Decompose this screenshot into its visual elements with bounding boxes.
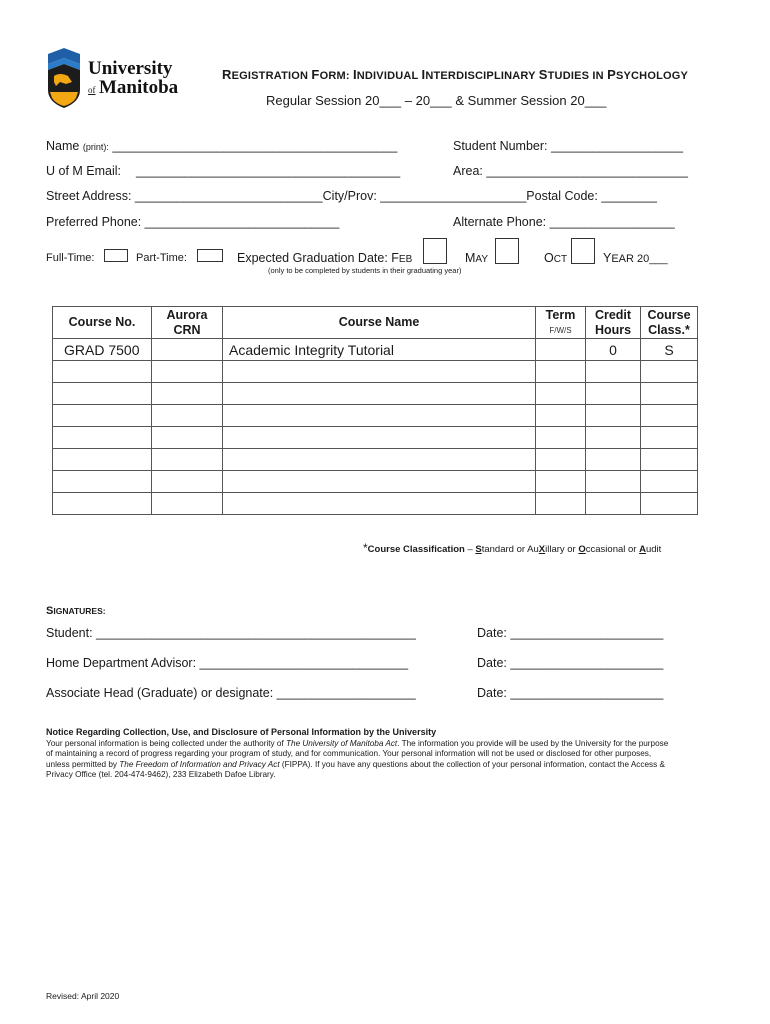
logo-crest-icon [46, 46, 82, 110]
table-row [53, 339, 698, 361]
cell-term[interactable] [536, 383, 586, 405]
cell-class[interactable] [641, 427, 698, 449]
cell-course-name[interactable] [223, 427, 536, 449]
part-time-label: Part-Time: [136, 252, 187, 264]
student-number-field[interactable]: Student Number: ___________________ [453, 139, 684, 153]
cell-course-no[interactable] [53, 449, 152, 471]
header-course-no: Course No. [53, 307, 152, 339]
header-course-class: Course Class.* [641, 307, 698, 339]
student-date-field[interactable]: Date: ______________________ [477, 626, 664, 640]
cell-class[interactable] [641, 493, 698, 515]
advisor-date-field[interactable]: Date: ______________________ [477, 656, 664, 670]
cell-term[interactable] [536, 493, 586, 515]
cell-course-no[interactable] [53, 405, 152, 427]
full-time-checkbox[interactable] [104, 249, 128, 262]
oct-label: OCT [544, 251, 568, 265]
cell-course-name[interactable] [223, 383, 536, 405]
logo-manitoba-text: Manitoba [99, 77, 179, 98]
advisor-signature-field[interactable]: Home Department Advisor: ______________________________ [46, 656, 409, 670]
table-row [53, 493, 698, 515]
header-term: Term F/W/S [536, 307, 586, 339]
table-header-row [53, 307, 698, 339]
privacy-notice-title: Notice Regarding Collection, Use, and Disclosure of Personal Information by the University [46, 727, 437, 737]
full-time-label: Full-Time: [46, 252, 95, 264]
cell-term[interactable] [536, 361, 586, 383]
privacy-notice-text: Your personal information is being collected under the authority of The University of Manitoba Act. The information you provide will be used by the University for the purpose of maintaining a record of progress regarding your program of study, and for communication. Your personal information will not be used or disclosed for other purposes, unless permitted by The Freedom of Information and Privacy Act (FIPPA). If you have any questions about the collection of your personal information, contact the Access & Privacy Office (tel. 204-474-9462), 233 Elizabeth Dafoe Library. [46, 739, 669, 780]
table-row [53, 405, 698, 427]
table-row [53, 383, 698, 405]
cell-term[interactable] [536, 427, 586, 449]
cell-course-no[interactable] [53, 493, 152, 515]
cell-class[interactable] [641, 383, 698, 405]
cell-crn[interactable] [152, 339, 223, 361]
cell-course-name[interactable] [223, 471, 536, 493]
header-course-name: Course Name [223, 307, 536, 339]
cell-crn[interactable] [152, 471, 223, 493]
cell-term[interactable] [536, 449, 586, 471]
cell-credit[interactable] [586, 405, 641, 427]
header-credit-hours: Credit Hours [586, 307, 641, 339]
classification-note: *Course Classification – Standard or AuXillary or Occasional or Audit [363, 541, 662, 555]
cell-course-name[interactable]: Academic Integrity Tutorial [223, 339, 536, 361]
cell-course-name[interactable] [223, 405, 536, 427]
table-row [53, 361, 698, 383]
part-time-checkbox[interactable] [197, 249, 223, 262]
cell-class[interactable] [641, 471, 698, 493]
cell-class[interactable] [641, 405, 698, 427]
cell-course-name[interactable] [223, 493, 536, 515]
cell-credit[interactable] [586, 383, 641, 405]
signatures-heading: SIGNATURES: [46, 605, 106, 617]
university-logo [46, 46, 186, 110]
cell-credit[interactable] [586, 471, 641, 493]
assoc-head-signature-field[interactable]: Associate Head (Graduate) or designate: ____________________ [46, 686, 416, 700]
cell-class[interactable]: S [641, 339, 698, 361]
graduation-note: (only to be completed by students in their graduating year) [268, 266, 462, 275]
cell-crn[interactable] [152, 361, 223, 383]
logo-university-text: University [88, 58, 173, 79]
cell-crn[interactable] [152, 405, 223, 427]
course-table [52, 306, 698, 515]
logo-of-text: of [88, 85, 96, 95]
address-field[interactable]: Street Address: ___________________________City/Prov: _____________________Postal Code: ________ [46, 189, 657, 203]
oct-checkbox[interactable] [571, 238, 595, 264]
table-row [53, 471, 698, 493]
cell-course-no[interactable] [53, 383, 152, 405]
area-field[interactable]: Area: _____________________________ [453, 164, 688, 178]
cell-crn[interactable] [152, 427, 223, 449]
session-line[interactable]: Regular Session 20___ – 20___ & Summer Session 20___ [266, 93, 607, 108]
cell-term[interactable] [536, 339, 586, 361]
cell-course-no[interactable] [53, 471, 152, 493]
alternate-phone-field[interactable]: Alternate Phone: __________________ [453, 215, 675, 229]
cell-crn[interactable] [152, 449, 223, 471]
cell-credit[interactable] [586, 427, 641, 449]
cell-credit[interactable]: 0 [586, 339, 641, 361]
cell-course-no[interactable]: GRAD 7500 [53, 339, 152, 361]
email-field[interactable]: ______________________________________ [136, 164, 401, 178]
may-checkbox[interactable] [495, 238, 519, 264]
student-signature-field[interactable]: Student: ______________________________________________ [46, 626, 416, 640]
cell-crn[interactable] [152, 493, 223, 515]
form-title: REGISTRATION FORM: INDIVIDUAL INTERDISCIPLINARY STUDIES IN PSYCHOLOGY [222, 67, 689, 82]
name-field[interactable]: Name (print): _________________________________________ [46, 139, 398, 153]
feb-checkbox[interactable] [423, 238, 447, 264]
email-label: U of M Email: [46, 164, 122, 178]
cell-course-name[interactable] [223, 361, 536, 383]
preferred-phone-field[interactable]: Preferred Phone: ____________________________ [46, 215, 340, 229]
graduation-date-label: Expected Graduation Date: FEB [237, 251, 413, 265]
header-aurora-crn: Aurora CRN [152, 307, 223, 339]
cell-crn[interactable] [152, 383, 223, 405]
cell-class[interactable] [641, 361, 698, 383]
cell-credit[interactable] [586, 493, 641, 515]
year-field[interactable]: YEAR 20___ [603, 251, 668, 265]
cell-course-name[interactable] [223, 449, 536, 471]
revised-date: Revised: April 2020 [46, 991, 120, 1001]
cell-course-no[interactable] [53, 361, 152, 383]
cell-course-no[interactable] [53, 427, 152, 449]
cell-credit[interactable] [586, 361, 641, 383]
may-label: MAY [465, 251, 489, 265]
table-row [53, 449, 698, 471]
cell-class[interactable] [641, 449, 698, 471]
table-row [53, 427, 698, 449]
cell-credit[interactable] [586, 449, 641, 471]
cell-term[interactable] [536, 471, 586, 493]
cell-term[interactable] [536, 405, 586, 427]
assoc-head-date-field[interactable]: Date: ______________________ [477, 686, 664, 700]
